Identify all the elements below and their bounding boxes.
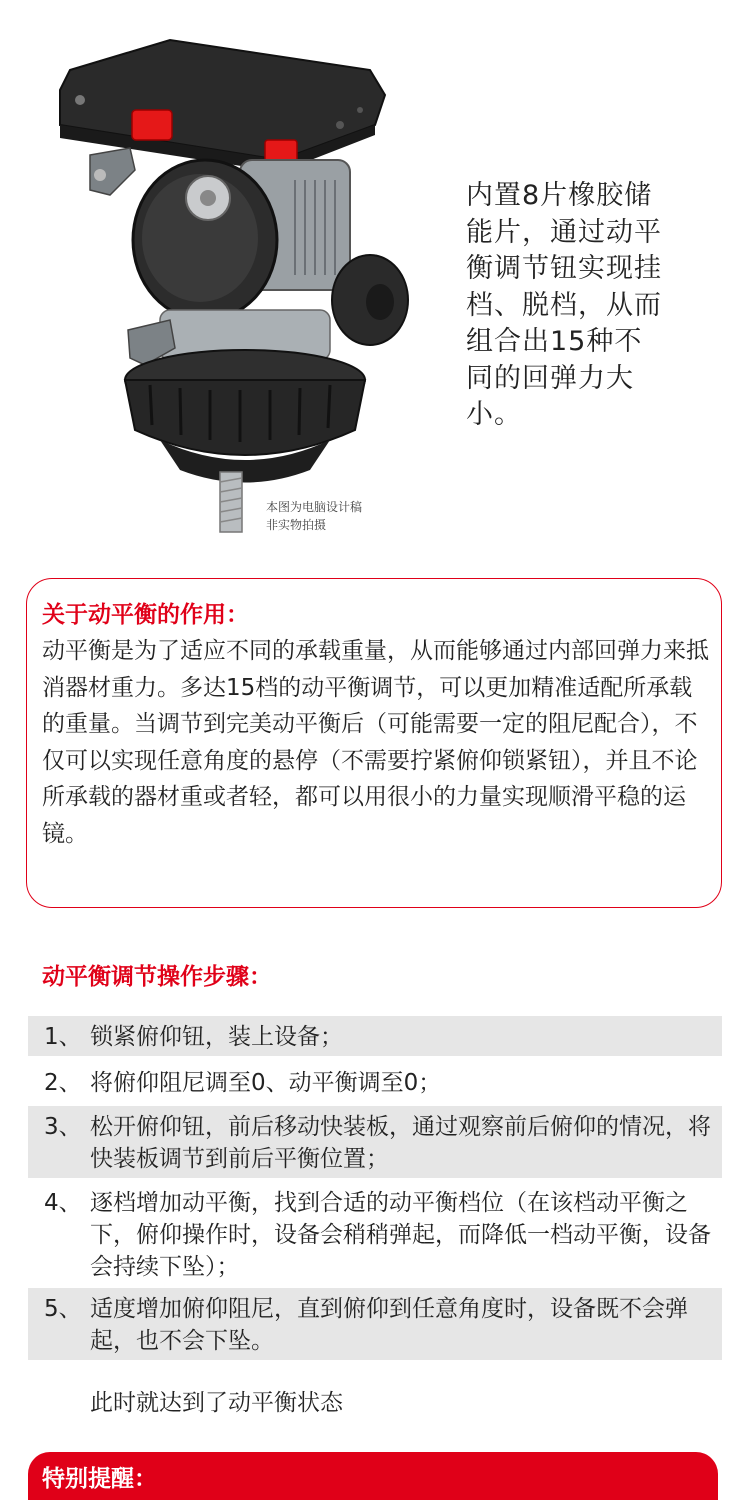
- step-item-4: [28, 1182, 722, 1284]
- step-text: 松开俯仰钮，前后移动快装板，通过观察前后俯仰的情况，将快装板调节到前后平衡位置；: [90, 1114, 711, 1172]
- step-text: 将俯仰阻尼调至0、动平衡调至0；: [90, 1070, 442, 1096]
- notice-title: 特别提醒：: [42, 1466, 157, 1492]
- step-item-2: [28, 1062, 722, 1104]
- role-section-title: 关于动平衡的作用：: [42, 602, 249, 628]
- step-item-5: [28, 1288, 722, 1360]
- step-text: 逐档增加动平衡，找到合适的动平衡档位（在该档动平衡之下，俯仰操作时，设备会稍稍弹起，而降低一档动平衡，设备会持续下坠）；: [90, 1190, 711, 1280]
- step-item-1: [28, 1016, 722, 1056]
- steps-section-title: 动平衡调节操作步骤：: [42, 964, 272, 990]
- steps-closing-text: 此时就达到了动平衡状态: [90, 1390, 343, 1416]
- image-caption: [266, 498, 362, 534]
- caption-line-1: 本图为电脑设计稿: [266, 500, 363, 514]
- step-item-3: [28, 1106, 722, 1178]
- caption-line-2: 非实物拍摄: [266, 518, 327, 532]
- step-number: 2、: [44, 1070, 82, 1096]
- step-text: 锁紧俯仰钮，装上设备；: [90, 1024, 343, 1050]
- step-text: 适度增加俯仰阻尼，直到俯仰到任意角度时，设备既不会弹起，也不会下坠。: [90, 1296, 688, 1354]
- step-number: 3、: [44, 1114, 82, 1140]
- step-number: 4、: [44, 1190, 82, 1216]
- step-number: 1、: [44, 1024, 82, 1050]
- role-section-body: 动平衡是为了适应不同的承载重量，从而能够通过内部回弹力来抵消器材重力。多达15档的动平衡调节，可以更加精准适配所承载的重量。当调节到完美动平衡后（可能需要一定的阻尼配合），不仅可以实现任意角度的悬停（不需要拧紧俯仰锁紧钮），并且不论所承载的器材重或者轻，都可以用很小的力量实现顺滑平稳的运镜。: [42, 638, 709, 847]
- product-hero: [0, 0, 750, 560]
- product-feature-text: 内置8片橡胶储能片，通过动平衡调节钮实现挂档、脱档，从而组合出15种不同的回弹力大小。: [466, 180, 662, 430]
- fluid-head-image: [40, 30, 460, 550]
- step-number: 5、: [44, 1296, 82, 1322]
